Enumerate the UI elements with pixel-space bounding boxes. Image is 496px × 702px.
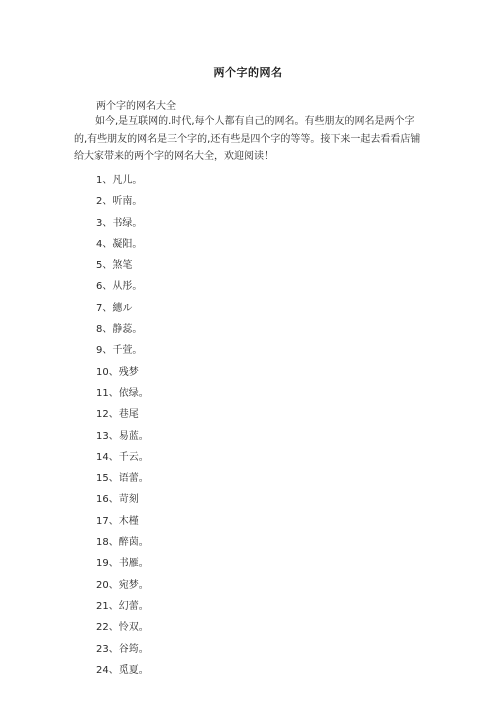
list-item: 4、凝阳。 <box>96 238 143 250</box>
intro-paragraph: 如今,是互联网的.时代,每个人都有自己的网名。有些朋友的网名是两个字的,有些朋友的网名是三个字的,还有些是四个字的等等。接下来一起去看看店铺给大家带来的两个字的网名大全，欢迎阅读！ <box>74 116 421 162</box>
list-item: 15、语蕾。 <box>96 473 149 485</box>
list-item: 7、繐ル <box>96 302 133 314</box>
list-item: 23、谷筠。 <box>96 643 149 655</box>
list-item: 13、易蓝。 <box>96 430 149 442</box>
name-list <box>96 170 149 681</box>
list-item: 17、木槿 <box>96 515 139 527</box>
list-item: 10、残梦 <box>96 366 139 378</box>
list-item: 9、千萱。 <box>96 345 143 357</box>
section-heading: 两个字的网名大全 <box>96 101 176 112</box>
list-item: 14、千云。 <box>96 451 149 463</box>
list-item: 3、书绿。 <box>96 217 143 229</box>
list-item: 24、觅夏。 <box>96 664 149 676</box>
list-item: 22、怜双。 <box>96 622 149 634</box>
list-item: 16、苛刻 <box>96 494 139 506</box>
list-item: 6、从彤。 <box>96 281 143 293</box>
list-item: 8、静蕊。 <box>96 324 143 336</box>
list-item: 18、醉茵。 <box>96 537 149 549</box>
list-item: 11、依绿。 <box>96 387 149 399</box>
list-item: 20、宛梦。 <box>96 579 149 591</box>
list-item: 2、听南。 <box>96 196 143 208</box>
list-item: 5、煞笔 <box>96 260 133 272</box>
list-item: 1、凡儿。 <box>96 175 143 186</box>
document-title: 两个字的网名 <box>213 66 283 79</box>
list-item: 19、书雁。 <box>96 558 149 570</box>
list-item: 21、幻蕾。 <box>96 600 149 612</box>
list-item: 12、巷尾 <box>96 409 139 421</box>
